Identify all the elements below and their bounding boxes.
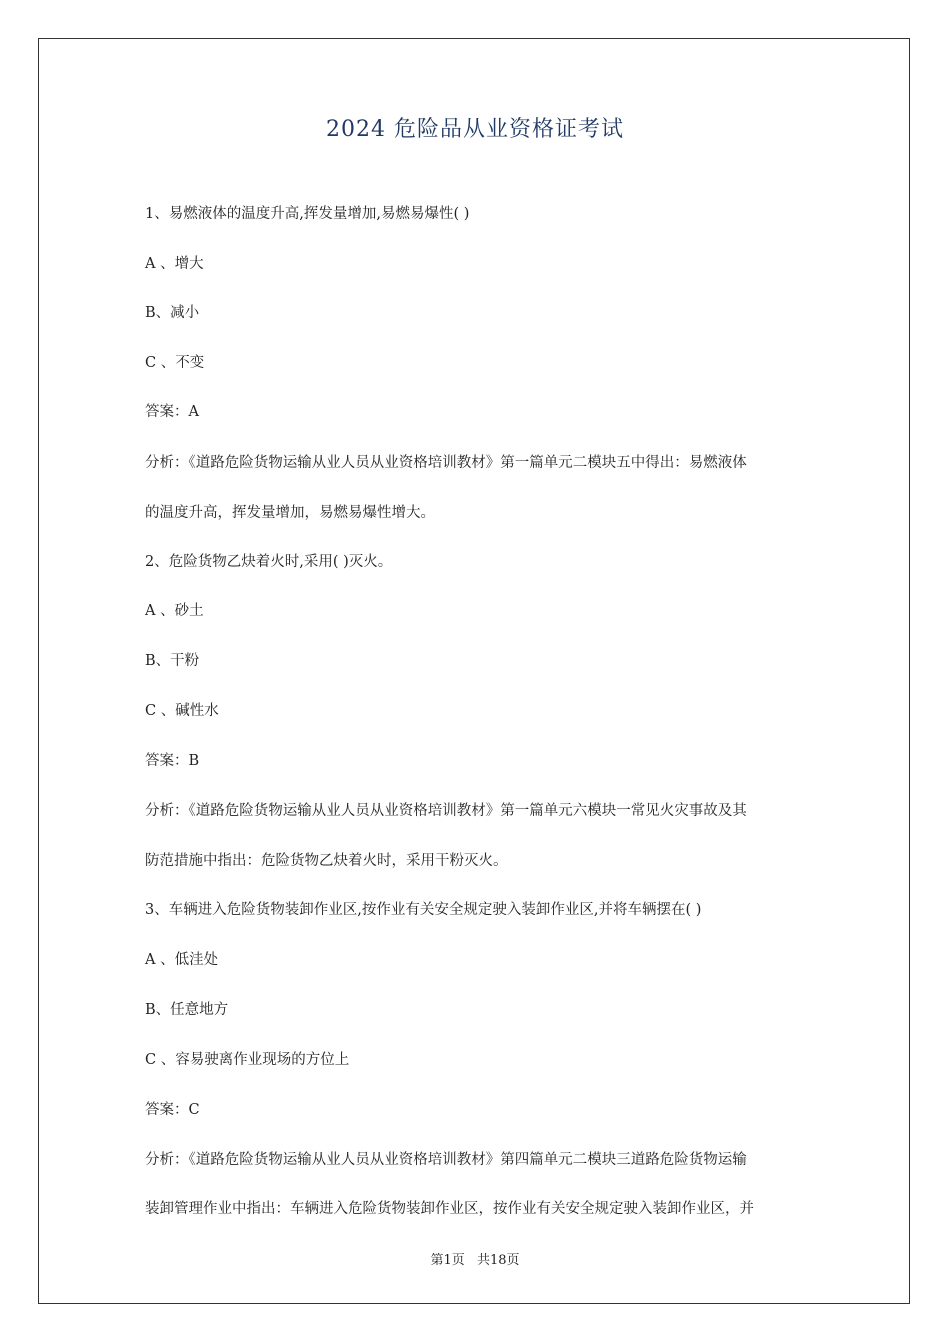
question-2-option-b: B、干粉 bbox=[145, 653, 200, 669]
question-3-analysis-line-1: 分析：《道路危险货物运输从业人员从业资格培训教材》第四篇单元二模块三道路危险货物运输 bbox=[145, 1152, 747, 1168]
question-3-option-c: C 、容易驶离作业现场的方位上 bbox=[145, 1052, 350, 1068]
question-1-analysis-line-2: 的温度升高，挥发量增加，易燃易爆性增大。 bbox=[145, 505, 435, 521]
question-3-answer: 答案：C bbox=[145, 1102, 200, 1118]
page-total: 共18页 bbox=[476, 1253, 520, 1268]
question-2-answer: 答案：B bbox=[145, 753, 200, 769]
page-number: 第1页 bbox=[430, 1253, 465, 1268]
question-3-option-a: A 、低洼处 bbox=[145, 952, 219, 968]
question-1-stem: 1、易燃液体的温度升高,挥发量增加,易燃易爆性( ) bbox=[145, 206, 470, 222]
question-1-option-b: B、减小 bbox=[145, 305, 200, 321]
question-3-stem: 3、车辆进入危险货物装卸作业区,按作业有关安全规定驶入装卸作业区,并将车辆摆在( ) bbox=[145, 902, 702, 918]
question-2-stem: 2、危险货物乙炔着火时,采用( )灭火。 bbox=[145, 554, 393, 570]
question-3-option-b: B、任意地方 bbox=[145, 1002, 229, 1018]
question-2-option-c: C 、碱性水 bbox=[145, 703, 219, 719]
question-1-option-a: A 、增大 bbox=[145, 256, 204, 272]
question-1-analysis-line-1: 分析：《道路危险货物运输从业人员从业资格培训教材》第一篇单元二模块五中得出：易燃液体 bbox=[145, 455, 747, 471]
question-2-analysis-line-2: 防范措施中指出：危险货物乙炔着火时，采用干粉灭火。 bbox=[145, 853, 508, 869]
question-1-answer: 答案：A bbox=[145, 404, 199, 420]
question-2-analysis-line-1: 分析：《道路危险货物运输从业人员从业资格培训教材》第一篇单元六模块一常见火灾事故及其 bbox=[145, 803, 747, 819]
question-3-analysis-line-2: 装卸管理作业中指出：车辆进入危险货物装卸作业区，按作业有关安全规定驶入装卸作业区，并 bbox=[145, 1201, 754, 1217]
page-footer bbox=[0, 1249, 950, 1268]
question-1-option-c: C 、不变 bbox=[145, 355, 205, 371]
question-2-option-a: A 、砂土 bbox=[145, 603, 204, 619]
document-title: 2024 危险品从业资格证考试 bbox=[326, 117, 624, 142]
